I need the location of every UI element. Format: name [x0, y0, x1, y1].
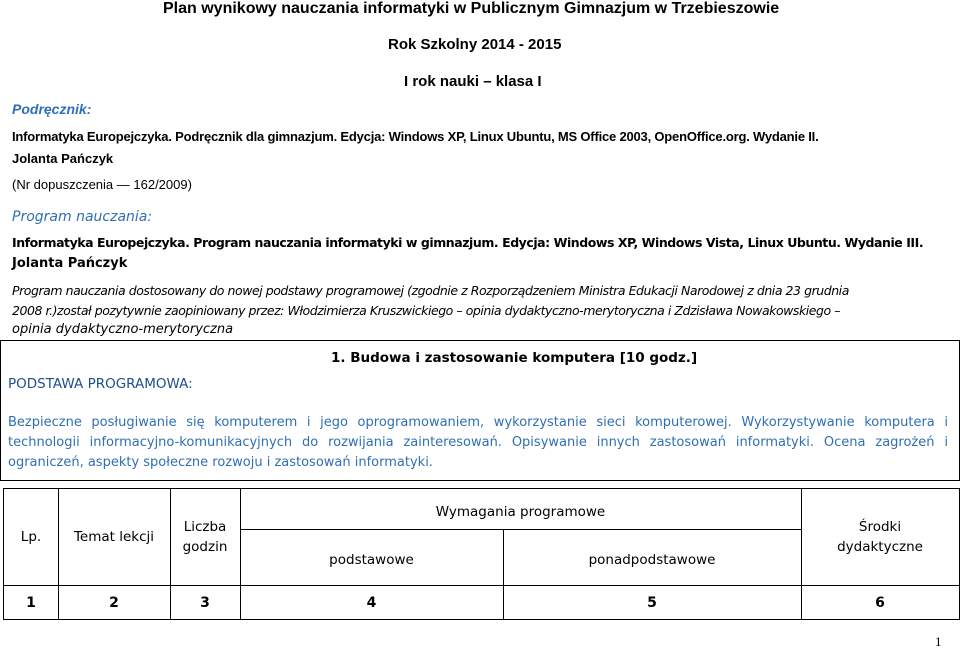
- program-title: Informatyka Europejczyka. Program nauczania informatyki w gimnazjum. Edycja: Windows XP, Windows Vista, Linux Ubuntu. Wydanie III.: [12, 235, 924, 250]
- program-author: Jolanta Pańczyk: [12, 256, 128, 271]
- header-requirements: Wymagania programowe: [435, 504, 606, 520]
- page-title: Plan wynikowy nauczania informatyki w Publicznym Gimnazjum w Trzebieszowie: [163, 0, 780, 17]
- header-topic: Temat lekcji: [73, 529, 155, 545]
- col-number-1: 1: [26, 594, 36, 611]
- textbook-title: Informatyka Europejczyka. Podręcznik dla gimnazjum. Edycja: Windows XP, Linux Ubuntu, MS Office 2003, OpenOffice.org. Wydanie II.: [12, 129, 819, 144]
- requirements-table: [3, 488, 960, 620]
- header-hours: Liczba godzin: [182, 519, 228, 555]
- program-heading: Program nauczania:: [12, 209, 153, 225]
- program-note-3: opinia dydaktyczno-merytoryczna: [12, 322, 234, 337]
- section-title: 1. Budowa i zastosowanie komputera [10 godz.]: [331, 350, 698, 366]
- col-number-4: 4: [366, 594, 377, 611]
- section-description: Bezpieczne posługiwanie się komputerem i jego oprogramowaniem, wykorzystanie sieci komputerowej. Wykorzystywanie komputera i technologii informacyjno-komunikacyjnych do rozwijania zainteresowań. Opisywanie innych zastosowań informatyki. Ocena zagrożeń i ograniczeń, aspekty społeczne rozwoju i zastosowań informatyki.: [8, 415, 948, 470]
- textbook-heading: Podręcznik:: [12, 101, 92, 117]
- col-number-3: 3: [200, 594, 210, 611]
- class-level: I rok nauki – klasa I: [404, 73, 542, 90]
- section-label: PODSTAWA PROGRAMOWA:: [8, 376, 193, 392]
- program-note-1: Program nauczania dostosowany do nowej podstawy programowej (zgodnie z Rozporządzeniem Ministra Edukacji Narodowej z dnia 23 grudnia: [12, 283, 849, 298]
- header-lp: Lp.: [20, 529, 42, 545]
- school-year: Rok Szkolny 2014 - 2015: [388, 36, 562, 53]
- col-number-2: 2: [109, 594, 119, 611]
- header-advanced: ponadpodstawowe: [588, 552, 716, 568]
- table-subheader-divider: [240, 529, 801, 530]
- header-basic: podstawowe: [329, 552, 414, 568]
- col-number-6: 6: [875, 594, 885, 611]
- page-number: 1: [935, 634, 942, 649]
- header-aids: Środki dydaktyczne: [837, 519, 923, 555]
- col-number-5: 5: [647, 594, 657, 611]
- program-note-2: 2008 r.)został pozytywnie zaopiniowany przez: Włodzimierza Kruszwickiego – opinia dydaktyczno-merytoryczna i Zdzisława Nowakowskiego –: [12, 303, 841, 318]
- textbook-approval: (Nr dopuszczenia — 162/2009): [12, 177, 192, 192]
- section-box: [0, 340, 960, 481]
- textbook-author: Jolanta Pańczyk: [12, 151, 114, 166]
